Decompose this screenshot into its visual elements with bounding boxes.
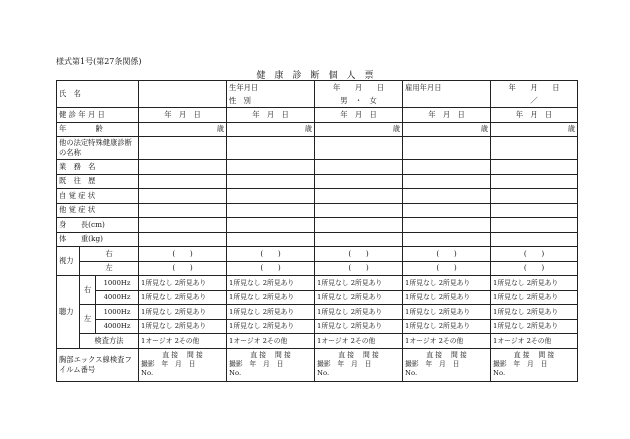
- xray-method: 直 接 間 接: [338, 351, 379, 359]
- xray-number: No.: [317, 369, 330, 377]
- hz-4000-label: 4000Hz: [96, 290, 139, 305]
- hearing-finding-cell[interactable]: 1所見なし 2所見あり: [403, 276, 491, 291]
- vision-label: 視力: [57, 247, 80, 276]
- exam-date-cell[interactable]: 年 月 日: [403, 108, 491, 123]
- weight-cell[interactable]: [491, 232, 578, 247]
- hearing-finding-cell[interactable]: 1所見なし 2所見あり: [491, 305, 578, 320]
- occupation-cell[interactable]: [139, 160, 227, 175]
- vision-right-cell[interactable]: ( ): [315, 247, 403, 262]
- xray-date: 撮影 年 月 日: [229, 360, 284, 368]
- hearing-right-label: 右: [80, 276, 96, 305]
- hearing-finding-cell[interactable]: 1所見なし 2所見あり: [139, 305, 227, 320]
- health-record-table: [56, 80, 578, 382]
- objective-cell[interactable]: [491, 203, 578, 218]
- other-exam-cell[interactable]: [315, 137, 403, 160]
- hearing-finding-cell[interactable]: 1所見なし 2所見あり: [139, 319, 227, 334]
- xray-date: 撮影 年 月 日: [405, 360, 460, 368]
- xray-date: 撮影 年 月 日: [493, 360, 548, 368]
- objective-cell[interactable]: [403, 203, 491, 218]
- hearing-right-4000-row: [57, 290, 578, 305]
- occupation-cell[interactable]: [315, 160, 403, 175]
- hz-1000-label: 1000Hz: [96, 305, 139, 320]
- personal-row-1: [57, 81, 578, 95]
- weight-cell[interactable]: [315, 232, 403, 247]
- vision-left-cell[interactable]: ( ): [491, 261, 578, 276]
- hearing-left-label: 左: [80, 305, 96, 334]
- sex-value[interactable]: 男 ・ 女: [315, 94, 403, 108]
- age-cell[interactable]: 歳: [227, 122, 315, 137]
- subjective-cell[interactable]: [139, 189, 227, 204]
- xray-method: 直 接 間 接: [162, 351, 203, 359]
- sex-label: 性 別: [227, 94, 315, 108]
- hearing-finding-cell[interactable]: 1所見なし 2所見あり: [491, 319, 578, 334]
- hire-label: 雇用年月日: [403, 81, 491, 95]
- subjective-label: 自 覚 症 状: [57, 189, 139, 204]
- vision-left-cell[interactable]: ( ): [315, 261, 403, 276]
- exam-date-cell[interactable]: 年 月 日: [491, 108, 578, 123]
- history-cell[interactable]: [315, 174, 403, 189]
- vision-right-row: [57, 247, 578, 262]
- xray-date: 撮影 年 月 日: [141, 360, 196, 368]
- name-label: 氏 名: [57, 81, 139, 108]
- weight-cell[interactable]: [403, 232, 491, 247]
- xray-number: No.: [405, 369, 418, 377]
- xray-cell[interactable]: [491, 348, 578, 381]
- occupation-row: [57, 160, 578, 175]
- vision-left-label: 左: [80, 261, 139, 276]
- dob-label: 生年月日: [227, 81, 315, 95]
- xray-cell[interactable]: [139, 348, 227, 381]
- subjective-row: [57, 189, 578, 204]
- vision-right-cell[interactable]: ( ): [491, 247, 578, 262]
- age-label: 年 齢: [57, 122, 139, 137]
- vision-left-cell[interactable]: ( ): [139, 261, 227, 276]
- xray-label: 胸部エックス線検査フイルム番号: [57, 348, 139, 381]
- document-title: 健 康 診 断 個 人 票: [256, 71, 374, 81]
- xray-number: No.: [141, 369, 154, 377]
- subjective-cell[interactable]: [315, 189, 403, 204]
- exam-date-cell[interactable]: 年 月 日: [315, 108, 403, 123]
- history-label: 既 往 歴: [57, 174, 139, 189]
- vision-right-cell[interactable]: ( ): [227, 247, 315, 262]
- hearing-finding-cell[interactable]: 1所見なし 2所見あり: [227, 305, 315, 320]
- xray-method: 直 接 間 接: [426, 351, 467, 359]
- vision-right-cell[interactable]: ( ): [139, 247, 227, 262]
- hearing-finding-cell[interactable]: 1所見なし 2所見あり: [227, 319, 315, 334]
- history-cell[interactable]: [227, 174, 315, 189]
- hearing-method-row: [57, 334, 578, 349]
- history-cell[interactable]: [491, 174, 578, 189]
- xray-method: 直 接 間 接: [250, 351, 291, 359]
- age-row: [57, 122, 578, 137]
- hearing-finding-cell[interactable]: 1所見なし 2所見あり: [227, 290, 315, 305]
- occupation-cell[interactable]: [227, 160, 315, 175]
- history-cell[interactable]: [139, 174, 227, 189]
- hearing-finding-cell[interactable]: 1所見なし 2所見あり: [315, 290, 403, 305]
- xray-cell[interactable]: [315, 348, 403, 381]
- vision-right-label: 右: [80, 247, 139, 262]
- method-cell[interactable]: 1オージオ 2その他: [227, 334, 315, 349]
- weight-label: 体 重(kg): [57, 232, 139, 247]
- vision-left-cell[interactable]: ( ): [227, 261, 315, 276]
- hearing-finding-cell[interactable]: 1所見なし 2所見あり: [403, 319, 491, 334]
- method-cell[interactable]: 1オージオ 2その他: [139, 334, 227, 349]
- weight-cell[interactable]: [227, 232, 315, 247]
- weight-cell[interactable]: [139, 232, 227, 247]
- hearing-finding-cell[interactable]: 1所見なし 2所見あり: [491, 276, 578, 291]
- height-row: [57, 218, 578, 233]
- height-cell[interactable]: [403, 218, 491, 233]
- xray-date: 撮影 年 月 日: [317, 360, 372, 368]
- xray-cell[interactable]: [403, 348, 491, 381]
- height-cell[interactable]: [491, 218, 578, 233]
- objective-cell[interactable]: [227, 203, 315, 218]
- xray-row: [57, 348, 578, 381]
- method-cell[interactable]: 1オージオ 2その他: [315, 334, 403, 349]
- method-cell[interactable]: 1オージオ 2その他: [491, 334, 578, 349]
- subjective-cell[interactable]: [227, 189, 315, 204]
- hearing-finding-cell[interactable]: 1所見なし 2所見あり: [491, 290, 578, 305]
- height-label: 身 長(cm): [57, 218, 139, 233]
- hearing-finding-cell[interactable]: 1所見なし 2所見あり: [315, 319, 403, 334]
- vision-left-row: [57, 261, 578, 276]
- objective-label: 他 覚 症 状: [57, 203, 139, 218]
- weight-row: [57, 232, 578, 247]
- xray-number: No.: [493, 369, 506, 377]
- method-label: 検査方法: [80, 334, 139, 349]
- exam-date-cell[interactable]: 年 月 日: [139, 108, 227, 123]
- other-exam-row: [57, 137, 578, 160]
- hearing-right-1000-row: [57, 276, 578, 291]
- subjective-cell[interactable]: [491, 189, 578, 204]
- form-label: 様式第1号(第27条関係): [56, 57, 142, 66]
- hearing-finding-cell[interactable]: 1所見なし 2所見あり: [315, 305, 403, 320]
- other-exam-cell[interactable]: [403, 137, 491, 160]
- objective-cell[interactable]: [315, 203, 403, 218]
- hearing-left-4000-row: [57, 319, 578, 334]
- age-cell[interactable]: 歳: [491, 122, 578, 137]
- hire-slash: ／: [491, 94, 578, 108]
- hire-blank: [403, 94, 491, 108]
- xray-number: No.: [229, 369, 242, 377]
- other-exam-cell[interactable]: [227, 137, 315, 160]
- other-exam-cell[interactable]: [491, 137, 578, 160]
- age-cell[interactable]: 歳: [139, 122, 227, 137]
- age-cell[interactable]: 歳: [315, 122, 403, 137]
- occupation-cell[interactable]: [491, 160, 578, 175]
- other-exam-label: 他の法定特殊健康診断の名称: [57, 137, 139, 160]
- hearing-label: 聴力: [57, 276, 80, 349]
- objective-row: [57, 203, 578, 218]
- other-exam-cell[interactable]: [139, 137, 227, 160]
- exam-date-row: [57, 108, 578, 123]
- hearing-finding-cell[interactable]: 1所見なし 2所見あり: [403, 305, 491, 320]
- height-cell[interactable]: [139, 218, 227, 233]
- vision-left-cell[interactable]: ( ): [403, 261, 491, 276]
- occupation-label: 業 務 名: [57, 160, 139, 175]
- hearing-finding-cell[interactable]: 1所見なし 2所見あり: [139, 290, 227, 305]
- hz-4000-label: 4000Hz: [96, 319, 139, 334]
- height-cell[interactable]: [227, 218, 315, 233]
- vision-right-cell[interactable]: ( ): [403, 247, 491, 262]
- height-cell[interactable]: [315, 218, 403, 233]
- method-cell[interactable]: 1オージオ 2その他: [403, 334, 491, 349]
- exam-date-cell[interactable]: 年 月 日: [227, 108, 315, 123]
- hearing-finding-cell[interactable]: 1所見なし 2所見あり: [139, 276, 227, 291]
- objective-cell[interactable]: [139, 203, 227, 218]
- history-cell[interactable]: [403, 174, 491, 189]
- dob-value[interactable]: 年 月 日: [315, 81, 403, 95]
- name-field[interactable]: [139, 81, 227, 108]
- hire-value[interactable]: 年 月 日: [491, 81, 578, 95]
- hz-1000-label: 1000Hz: [96, 276, 139, 291]
- hearing-finding-cell[interactable]: 1所見なし 2所見あり: [315, 276, 403, 291]
- hearing-finding-cell[interactable]: 1所見なし 2所見あり: [403, 290, 491, 305]
- hearing-finding-cell[interactable]: 1所見なし 2所見あり: [227, 276, 315, 291]
- xray-method: 直 接 間 接: [513, 351, 555, 359]
- age-cell[interactable]: 歳: [403, 122, 491, 137]
- history-row: [57, 174, 578, 189]
- occupation-cell[interactable]: [403, 160, 491, 175]
- exam-date-label: 健 診 年 月 日: [57, 108, 139, 123]
- xray-cell[interactable]: [227, 348, 315, 381]
- hearing-left-1000-row: [57, 305, 578, 320]
- subjective-cell[interactable]: [403, 189, 491, 204]
